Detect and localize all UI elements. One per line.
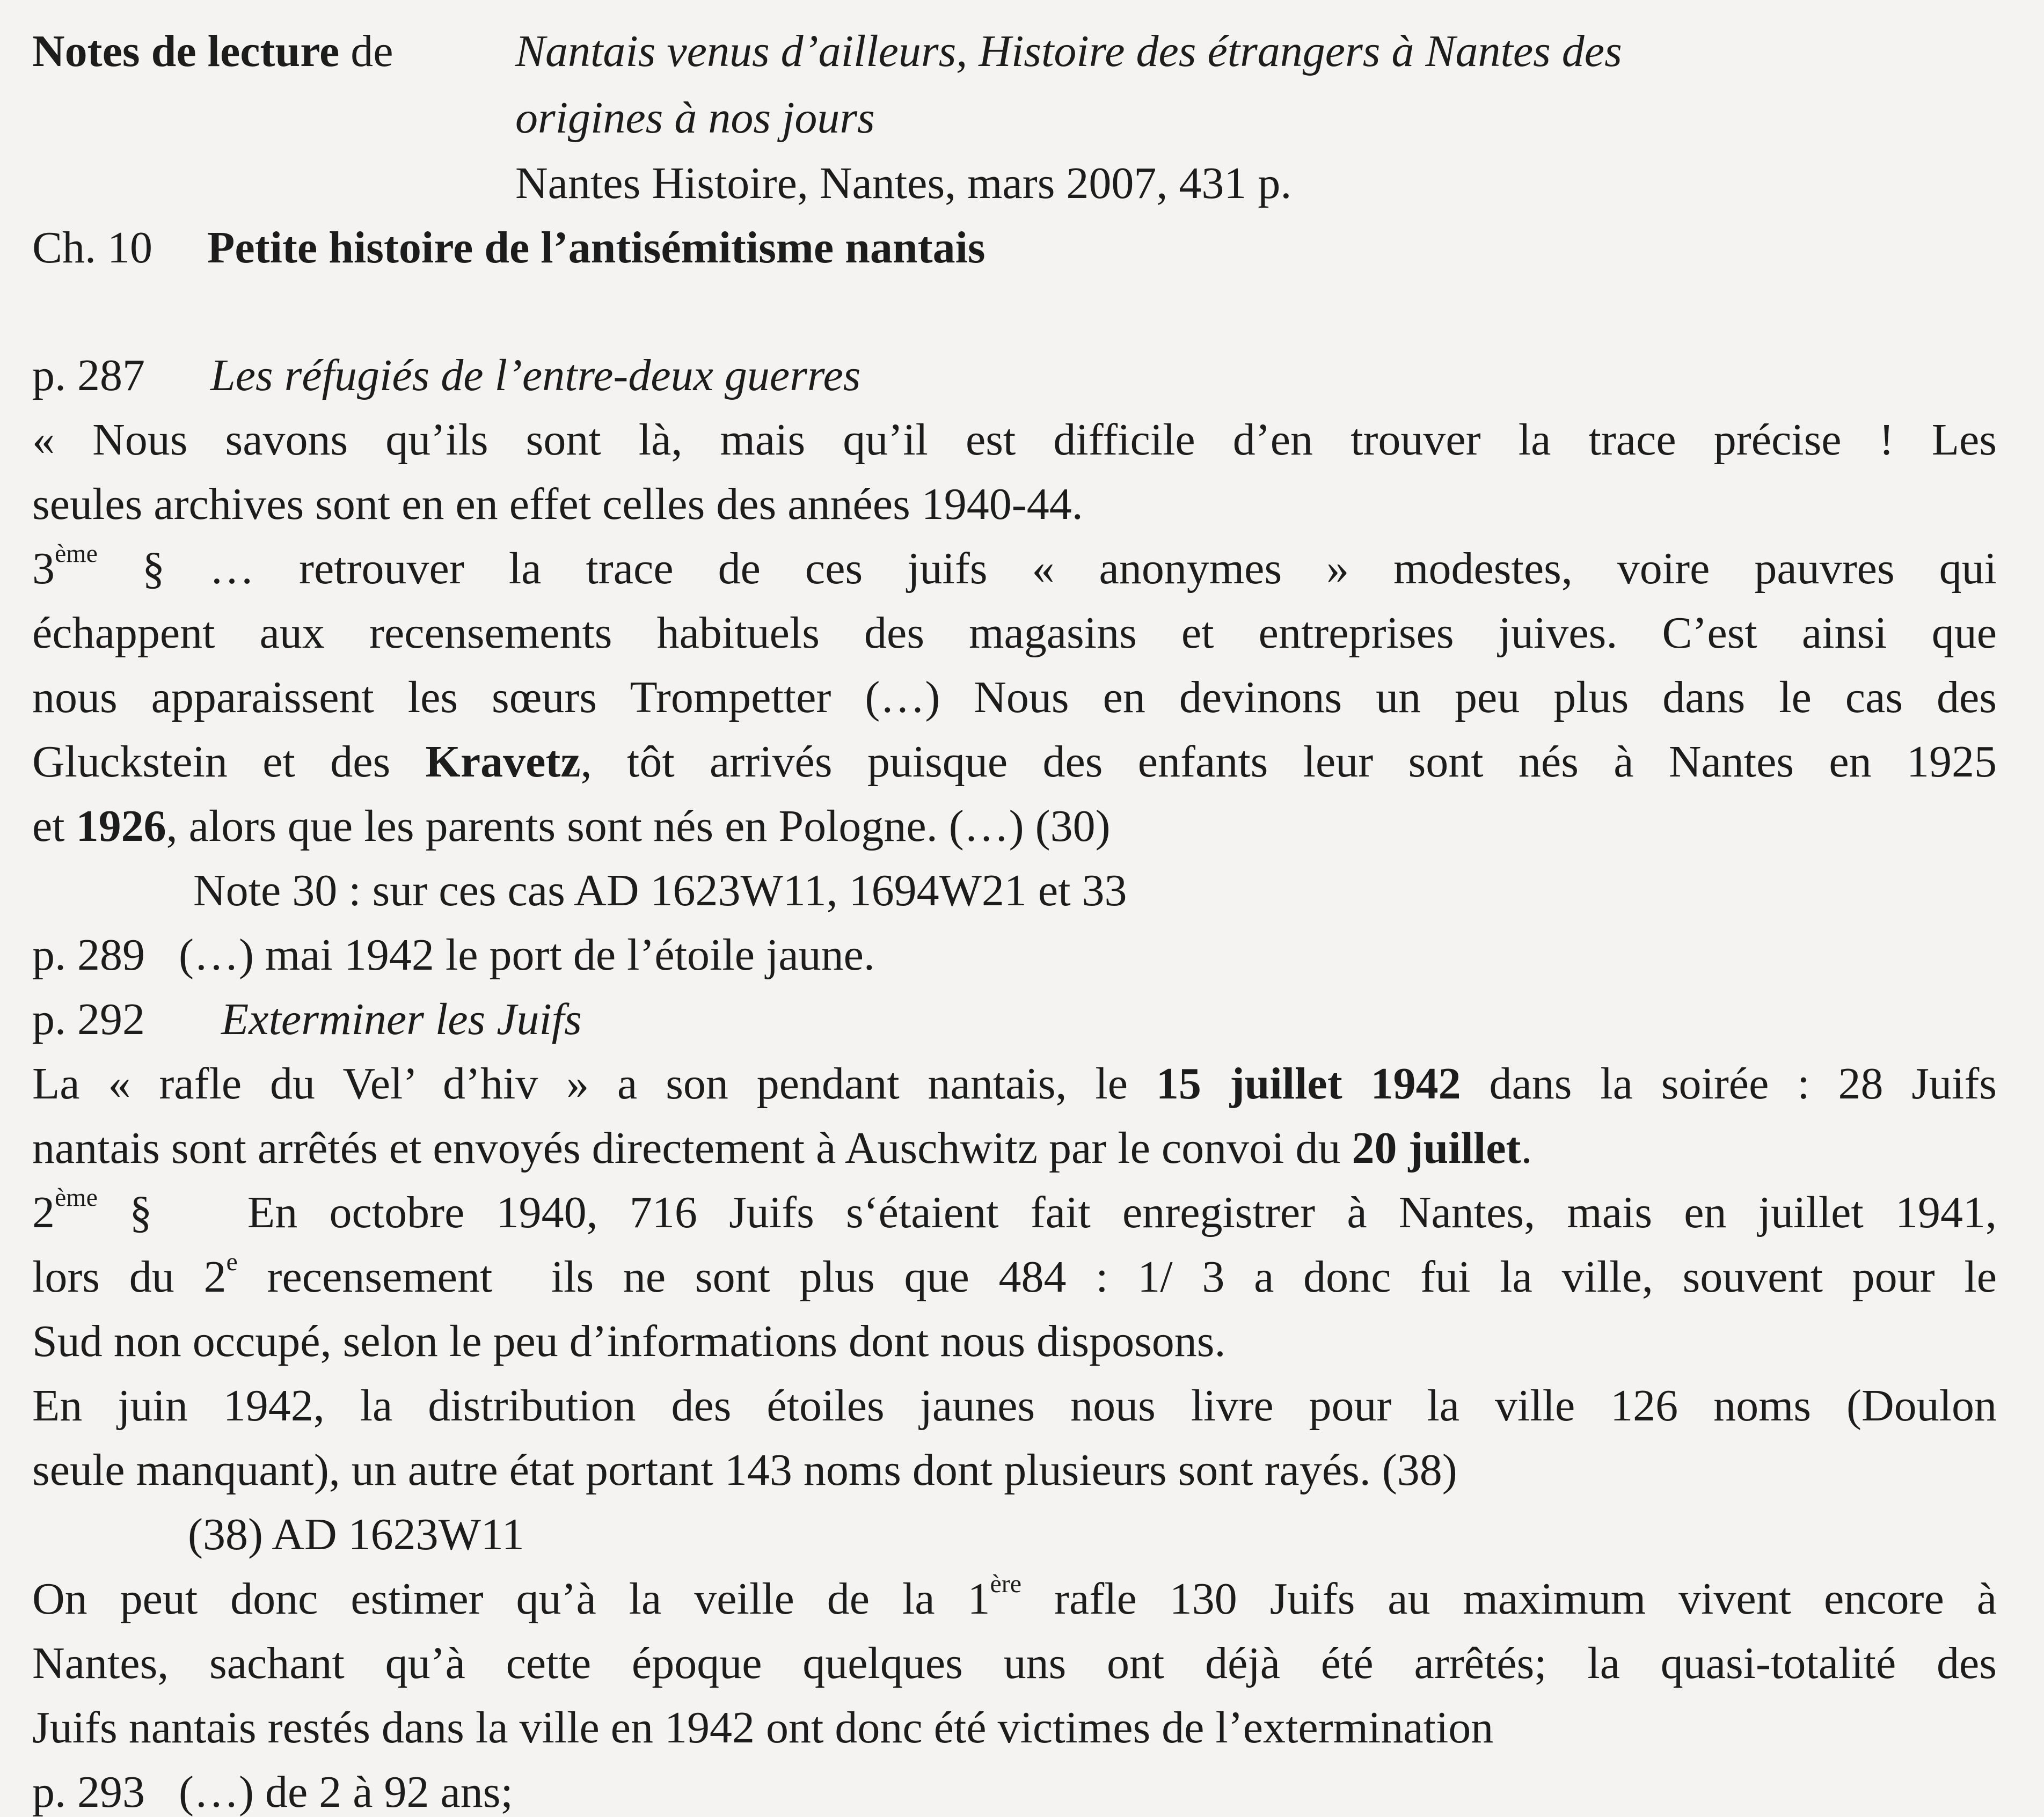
notes-label: Notes de lecture bbox=[32, 26, 340, 76]
book-title-line-2: origines à nos jours bbox=[515, 93, 875, 143]
text-line: Nantes, sachant qu’à cette époque quelques uns ont déjà été arrêtés; la quasi-totalité des bbox=[32, 1638, 1997, 1688]
superscript: ème bbox=[55, 539, 98, 568]
bold-name: Kravetz bbox=[425, 737, 581, 787]
page-293-line: p. 293 (…) de 2 à 92 ans; bbox=[32, 1767, 513, 1817]
bold-date: 20 juillet bbox=[1352, 1123, 1521, 1173]
text-line: lors du 2e recensement ils ne sont plus que 484 : 1/ 3 a donc fui la ville, souvent pour le bbox=[32, 1248, 1997, 1302]
text-line: En juin 1942, la distribution des étoiles jaunes nous livre pour la ville 126 noms (Doulon bbox=[32, 1381, 1997, 1431]
text-line: nous apparaissent les sœurs Trompetter (…) Nous en devinons un peu plus dans le cas des bbox=[32, 672, 1997, 722]
text-line: Gluckstein et des Kravetz, tôt arrivés puisque des enfants leur sont nés à Nantes en 1925 bbox=[32, 737, 1997, 787]
text-line: seules archives sont en en effet celles des années 1940-44. bbox=[32, 479, 1083, 529]
text-line: 3ème § … retrouver la trace de ces juifs « anonymes » modestes, voire pauvres qui bbox=[32, 539, 1997, 594]
bold-date: 15 juillet 1942 bbox=[1156, 1059, 1461, 1109]
text-line: et 1926, alors que les parents sont nés en Pologne. (…) (30) bbox=[32, 801, 1111, 851]
page-287-heading bbox=[32, 350, 861, 400]
text-line: échappent aux recensements habituels des magasins et entreprises juives. C’est ainsi que bbox=[32, 608, 1997, 658]
chapter-number: Ch. 10 bbox=[32, 223, 153, 273]
chapter-heading bbox=[32, 223, 986, 273]
page-ref: p. 292 bbox=[32, 994, 145, 1044]
header-notes-line bbox=[32, 26, 393, 76]
superscript: ère bbox=[990, 1570, 1022, 1598]
text-line: Juifs nantais restés dans la ville en 1942 ont donc été victimes de l’extermination bbox=[32, 1703, 1494, 1753]
page-292-heading bbox=[32, 994, 582, 1044]
footnote-38: (38) AD 1623W11 bbox=[188, 1510, 524, 1559]
de-word: de bbox=[351, 26, 393, 76]
text-line: On peut donc estimer qu’à la veille de la 1ère rafle 130 Juifs au maximum vivent encore à bbox=[32, 1570, 1997, 1624]
text-line: La « rafle du Vel’ d’hiv » a son pendant nantais, le 15 juillet 1942 dans la soirée : 28 Juifs bbox=[32, 1059, 1997, 1109]
text-line: Sud non occupé, selon le peu d’informations dont nous disposons. bbox=[32, 1316, 1226, 1366]
superscript: ème bbox=[55, 1183, 98, 1212]
text-line: nantais sont arrêtés et envoyés directement à Auschwitz par le convoi du 20 juillet. bbox=[32, 1123, 1532, 1173]
book-title-line-1: Nantais venus d’ailleurs, Histoire des étrangers à Nantes des bbox=[515, 26, 1622, 76]
page-289-line: p. 289 (…) mai 1942 le port de l’étoile jaune. bbox=[32, 930, 875, 980]
text-line: « Nous savons qu’ils sont là, mais qu’il est difficile d’en trouver la trace précise ! Les bbox=[32, 415, 1997, 465]
page-ref: p. 287 bbox=[32, 350, 145, 400]
section-title: Les réfugiés de l’entre-deux guerres bbox=[210, 350, 861, 400]
bold-year: 1926 bbox=[76, 801, 166, 851]
superscript: e bbox=[226, 1248, 238, 1276]
chapter-title: Petite histoire de l’antisémitisme nantais bbox=[207, 223, 986, 273]
section-title: Exterminer les Juifs bbox=[221, 994, 582, 1044]
text-line: seule manquant), un autre état portant 143 noms dont plusieurs sont rayés. (38) bbox=[32, 1445, 1457, 1495]
publisher-line: Nantes Histoire, Nantes, mars 2007, 431 p. bbox=[515, 158, 1292, 208]
footnote-30: Note 30 : sur ces cas AD 1623W11, 1694W21 et 33 bbox=[193, 866, 1127, 915]
text-line: 2ème § En octobre 1940, 716 Juifs s‘étaient fait enregistrer à Nantes, mais en juillet 1941, bbox=[32, 1183, 1997, 1237]
